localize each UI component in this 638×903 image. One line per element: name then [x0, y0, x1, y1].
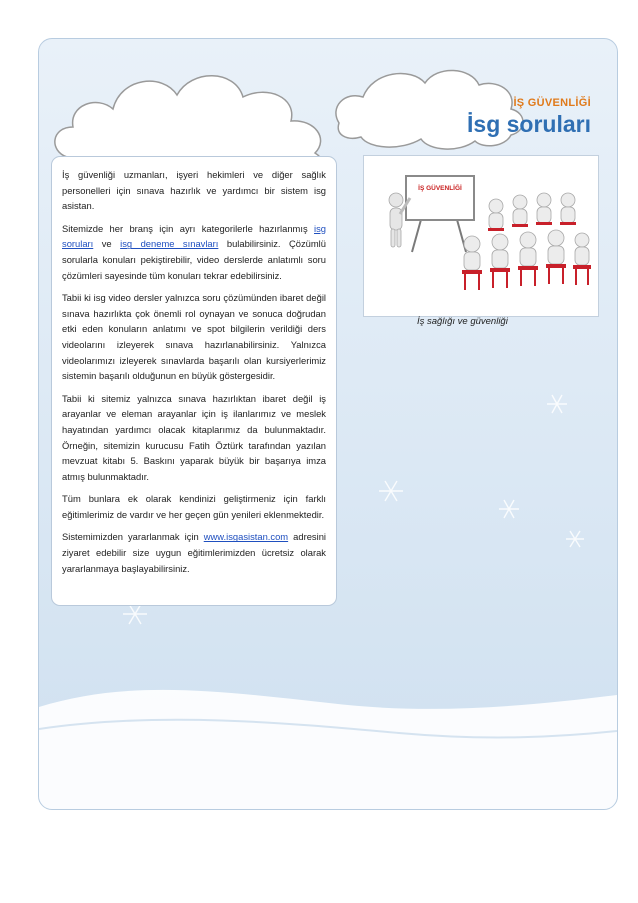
paragraph-visit [62, 529, 326, 576]
website-link[interactable]: www.isgasistan.com [203, 531, 289, 543]
isg-sorulari-link[interactable]: isg soruları [62, 222, 326, 250]
whiteboard-text: İŞ GÜVENLİĞİ [418, 185, 462, 192]
whiteboard-icon [406, 176, 474, 252]
paragraph-intro: İş güvenliği uzmanları, işyeri hekimleri ve diğer sağlık personelleri için sınava hazırlık ve yardımcı bir sistem isg asistan. [62, 169, 326, 212]
isg-deneme-sinavlari-link[interactable]: isg deneme sınavları [120, 238, 219, 250]
page-frame [38, 38, 618, 810]
snow-ground [39, 690, 617, 809]
paragraph-categories [62, 221, 326, 283]
header-kicker: İŞ GÜVENLİĞİ [513, 97, 591, 109]
paragraph-text: bulabilirsiniz. Çözümlü sorularla konuları pekiştirebilir, video derslerde anlatımlı soru çözümleri sayesinde tüm konuları tekrar edebilirsiniz. [62, 238, 326, 281]
illustration-image [363, 155, 599, 317]
paragraph-text: Sistemimizden yararlanmak için [62, 531, 204, 543]
paragraph-trainings: Tüm bunlara ek olarak kendinizi geliştirmeniz için farklı eğitimlerimiz de vardır ve her geçen gün yenileri eklenmektedir. [62, 493, 326, 520]
page-title: İsg soruları [467, 111, 591, 137]
image-caption: İş sağlığı ve güvenliği [417, 316, 508, 327]
presentation-illustration [364, 156, 598, 316]
paragraph-job-listings: Tabii ki sitemiz yalnızca sınava hazırlıktan ibaret değil iş arayanlar ve eleman arayanlar için iş ilanlarımız ve meslek hayatından yardımcı olacak kitaplarımız da bulunmaktadır. Örneğin, sitemizin kurucusu Fatih Öztürk tarafından yazılan mevzuat kitabı 5. Baskını yaparak büyük bir başarıya imza atmış bulunmaktadır. [62, 392, 326, 482]
paragraph-text: ve [93, 238, 121, 250]
paragraph-text: adresini ziyaret edebilir size uygun eğitimlerimizden ücretsiz olarak yararlanmaya başlayabilirsiniz. [62, 531, 326, 574]
paragraph-video-lessons: Tabii ki isg video dersler yalnızca soru çözümünden ibaret değil sınava hazırlıkta çok önemli rol oynayan ve sonuca doğrudan etki eden konuların anlatımı ve spot bilgilerin verildiği ders videolarını izleyerek sınava hazırlanabilirsiniz. Yalnızca videolarımızı izleyerek sınavlarda başarılı olan kursiyerlerimiz sistemin başarılı olduğunun en büyük göstergesidir. [62, 292, 326, 382]
paragraph-text: Sitemizde her branş için ayrı kategorilerle hazırlanmış [62, 222, 315, 234]
text-box [51, 156, 337, 606]
audience-figures-icon [464, 193, 589, 270]
